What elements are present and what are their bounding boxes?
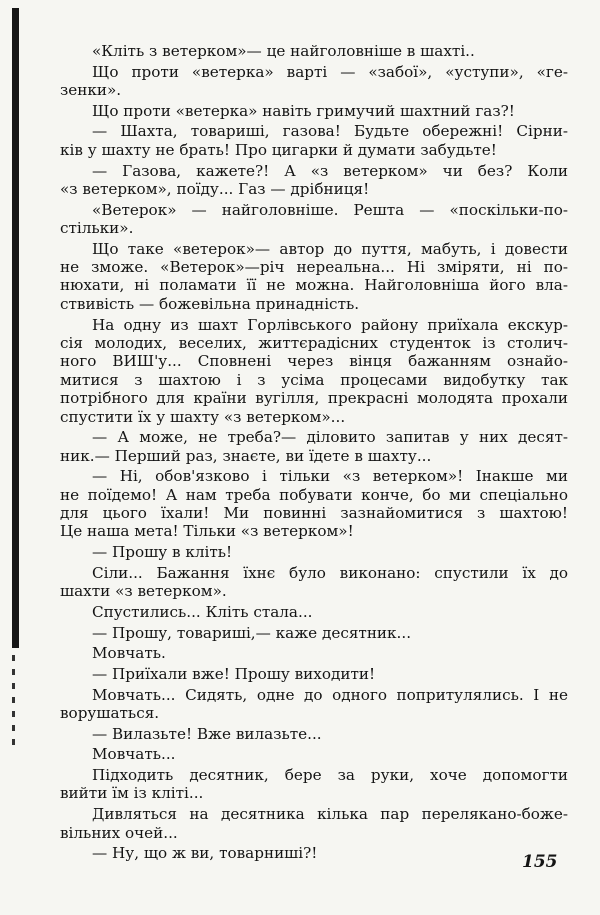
text-line: ник.— Перший раз, знаєте, ви їдете в шахту... <box>60 446 432 465</box>
text-line: Мовчать... Сидять, одне до одного попритулялись. І не <box>92 685 568 704</box>
text-line: Що таке «ветерок»— автор до пуття, мабуть, і довести <box>92 239 568 258</box>
text-line: — Ні, обов'язково і тільки «з ветерком»! Інакше ми <box>92 467 568 486</box>
page-number: 155 <box>522 852 558 872</box>
text-line: На одну из шахт Горлівського району приїхала екскур- <box>92 315 568 334</box>
text-line: нюхати, ні поламати її не можна. Найголовніша його вла- <box>60 276 568 295</box>
text-line: зенки». <box>60 81 122 100</box>
text-line: ного ВИШ'у... Сповнені через вінця бажанням ознайо- <box>60 352 568 371</box>
text-line: ків у шахту не брать! Про цигарки й думати забудьте! <box>60 140 497 159</box>
text-line: потрібного для країни вугілля, прекрасні молодята прохали <box>60 389 568 408</box>
text-line: Дивляться на десятника кілька пар перелякано-боже- <box>92 805 568 824</box>
text-line: — Газова, кажете?! А «з ветерком» чи без? Коли <box>92 161 568 180</box>
text-line: ствивість — божевільна принадність. <box>60 294 360 313</box>
text-line: Підходить десятник, бере за руки, хоче допомогти <box>92 766 568 785</box>
binding-edge-fragment <box>12 655 15 745</box>
text-line: «Кліть з ветерком»— це найголовніше в шахті.. <box>92 42 475 60</box>
text-line: Що проти «ветерка» навіть гримучий шахтний газ?! <box>92 101 515 120</box>
text-line: не зможе. «Ветерок»—річ нереальна... Ні зміряти, ні по- <box>60 258 568 277</box>
text-line: сія молодих, веселих, життєрадісних студенток із столич- <box>60 333 568 352</box>
text-line: шахти «з ветерком». <box>60 582 227 601</box>
text-line: стільки». <box>60 219 134 237</box>
text-line: — Прошу, товариші,— каже десятник... <box>92 623 412 642</box>
text-line: Сіли... Бажання їхнє було виконано: спустили їх до <box>92 563 568 582</box>
text-line: спустити їх у шахту «з ветерком»... <box>60 407 346 426</box>
text-line: — Шахта, товариші, газова! Будьте обережні! Сірни- <box>92 122 568 141</box>
text-line: «Ветерок» — найголовніше. Решта — «поскільки-по- <box>92 200 568 219</box>
text-line: Що проти «ветерка» варті — «забої», «уступи», «ге- <box>92 62 568 81</box>
page-text <box>60 42 568 863</box>
text-line: не поїдемо! А нам треба побувати конче, бо ми спеціально <box>60 485 568 504</box>
text-line: «з ветерком», поїду... Газ — дрібниця! <box>60 179 370 198</box>
text-line: Це наша мета! Тільки «з ветерком»! <box>60 522 354 541</box>
text-line: вільних очей... <box>60 823 178 842</box>
text-line: — Вилазьте! Вже вилазьте... <box>92 724 322 743</box>
text-line: для цього їхали! Ми повинні зазнайомитися з шахтою! <box>60 504 568 523</box>
text-line: — А може, не треба?— діловито запитав у них десят- <box>92 428 568 447</box>
text-line: Спустились... Кліть стала... <box>92 602 313 621</box>
text-line: — Ну, що ж ви, товарниші?! <box>92 844 318 863</box>
text-line: — Приїхали вже! Прошу виходити! <box>92 664 376 683</box>
text-line: вийти їм із кліті... <box>60 784 204 803</box>
text-line: митися з шахтою і з усіма процесами видобутку так <box>60 370 568 389</box>
binding-edge <box>12 8 19 648</box>
text-line: Мовчать... <box>92 745 176 764</box>
text-line: Мовчать. <box>92 644 166 663</box>
text-line: — Прошу в кліть! <box>92 543 233 562</box>
text-line: ворушаться. <box>60 704 160 723</box>
